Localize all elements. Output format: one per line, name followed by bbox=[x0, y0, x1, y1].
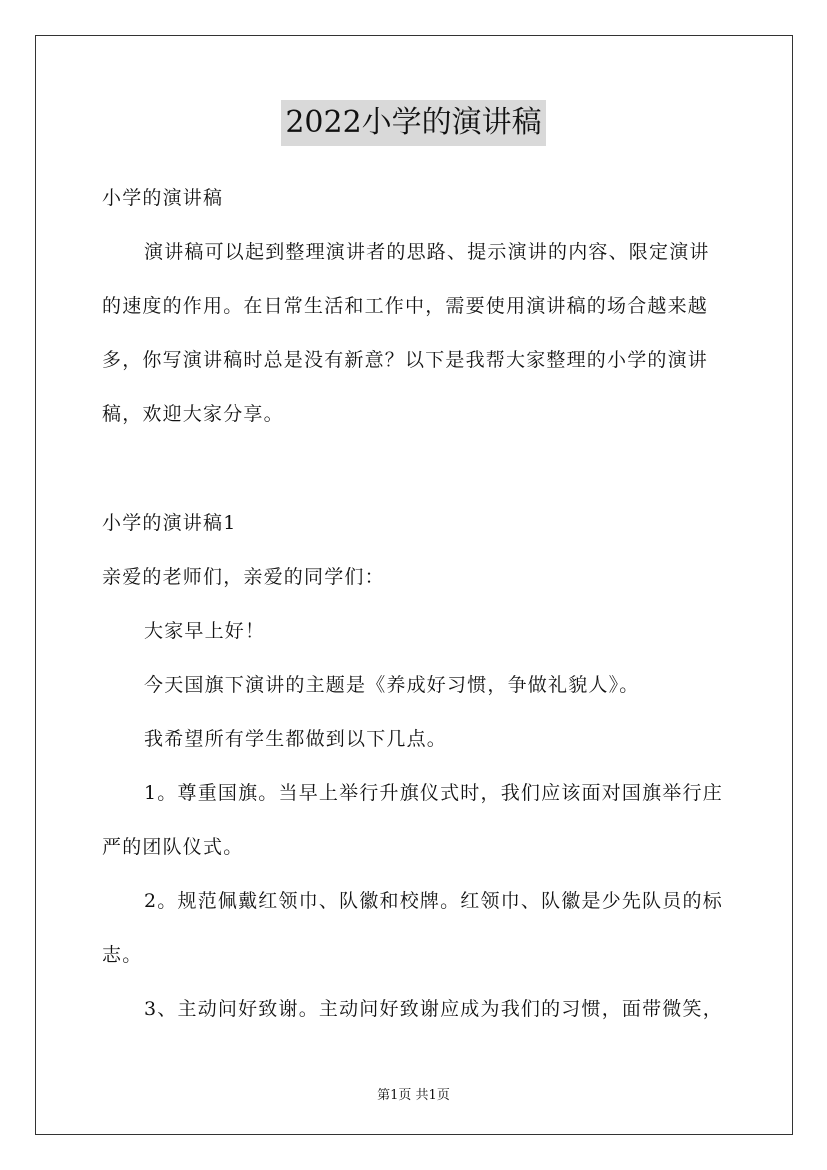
body-line-1: 大家早上好！ bbox=[144, 620, 266, 642]
section-title: 小学的演讲稿1 bbox=[102, 512, 237, 534]
page-footer: 第1页 共1页 bbox=[377, 1088, 450, 1103]
intro-line-1: 演讲稿可以起到整理演讲者的思路、提示演讲的内容、限定演讲 bbox=[144, 241, 710, 263]
intro-line-3: 多，你写演讲稿时总是没有新意？以下是我帮大家整理的小学的演讲 bbox=[102, 349, 709, 371]
body-line-8: 3、主动问好致谢。主动问好致谢应成为我们的习惯，面带微笑， bbox=[144, 998, 723, 1020]
body-line-7: 志。 bbox=[102, 944, 143, 966]
body-line-4: 1。尊重国旗。当早上举行升旗仪式时，我们应该面对国旗举行庄 bbox=[144, 782, 723, 804]
document-title: 2022小学的演讲稿 bbox=[281, 100, 545, 146]
document-title-container bbox=[0, 100, 827, 146]
body-line-6: 2。规范佩戴红领巾、队徽和校牌。红领巾、队徽是少先队员的标 bbox=[144, 890, 723, 912]
intro-line-4: 稿，欢迎大家分享。 bbox=[102, 403, 284, 425]
greeting: 亲爱的老师们，亲爱的同学们： bbox=[102, 566, 385, 588]
body-line-5: 严的团队仪式。 bbox=[102, 836, 244, 858]
body-line-2: 今天国旗下演讲的主题是《养成好习惯，争做礼貌人》。 bbox=[144, 674, 640, 696]
intro-line-2: 的速度的作用。在日常生活和工作中，需要使用演讲稿的场合越来越 bbox=[102, 295, 709, 317]
heading: 小学的演讲稿 bbox=[102, 187, 224, 209]
body-line-3: 我希望所有学生都做到以下几点。 bbox=[144, 728, 448, 750]
